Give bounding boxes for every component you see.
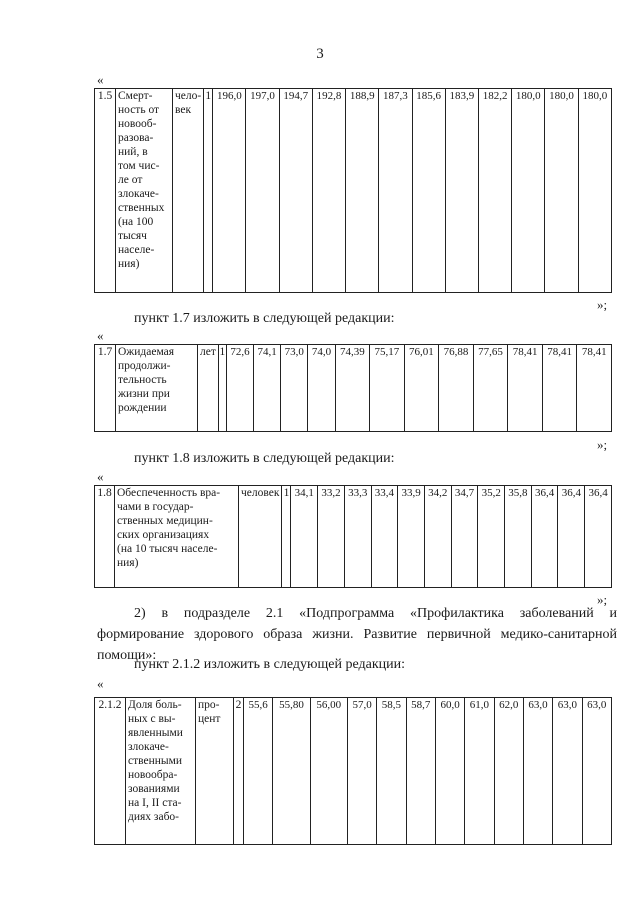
value-cell <box>412 89 445 293</box>
value-cell <box>512 89 545 293</box>
value: 196,0 <box>216 90 242 102</box>
value: 36,4 <box>588 487 608 499</box>
unit-cell <box>198 345 219 432</box>
value: 180,0 <box>515 90 541 102</box>
indicator-code: 2.1.2 <box>98 699 122 711</box>
value-cell <box>531 486 558 588</box>
value: 76,88 <box>443 346 469 358</box>
value: 36,4 <box>534 487 555 499</box>
value-cell <box>478 89 511 293</box>
value: 74,0 <box>311 346 332 358</box>
value: 192,8 <box>316 90 342 102</box>
indicator-name-line: чами в государ- <box>117 501 194 513</box>
opening-quote: « <box>97 469 104 484</box>
table-row <box>95 698 612 845</box>
value-cell <box>371 486 398 588</box>
unit-cell <box>239 486 282 588</box>
indicator-name-line: новооб- <box>118 118 157 130</box>
indicator-table-1-7 <box>94 344 612 432</box>
indicator-name-line: рождении <box>118 402 167 414</box>
value-cell <box>465 698 494 845</box>
value: 58,7 <box>411 699 431 711</box>
indicator-name-line: Доля боль- <box>128 699 182 711</box>
indicator-name-line: ственных <box>118 202 165 214</box>
indicator-name-line: ственными <box>128 755 183 767</box>
value-cell <box>578 89 611 293</box>
value: 63,0 <box>587 699 607 711</box>
value-cell <box>335 345 370 432</box>
value-cell <box>254 345 281 432</box>
indicator-name-line: диях забо- <box>128 811 179 823</box>
number-value: 1 <box>283 487 290 499</box>
value: 55,80 <box>279 699 304 711</box>
indicator-name-line: злокаче- <box>118 188 159 200</box>
value-cell <box>577 345 612 432</box>
number-cell <box>204 89 213 293</box>
opening-quote: « <box>97 72 104 87</box>
closing-quote: »; <box>597 297 608 312</box>
indicator-name-line: явленными <box>128 727 183 739</box>
value-cell <box>451 486 478 588</box>
value: 185,6 <box>416 90 442 102</box>
indicator-name-cell <box>116 345 198 432</box>
number-value: 2 <box>235 699 242 711</box>
value: 78,41 <box>581 346 607 358</box>
value-cell <box>404 345 439 432</box>
indicator-name-line: тысяч <box>118 230 147 242</box>
value-cell <box>213 89 246 293</box>
value: 188,9 <box>349 90 375 102</box>
number-value: 1 <box>219 346 226 358</box>
value: 63,0 <box>557 699 577 711</box>
indicator-name-line: населе- <box>118 244 155 256</box>
indicator-name-line: (на 100 <box>118 216 154 228</box>
indicator-name-line: (на 10 тысяч населе- <box>117 543 218 555</box>
value: 78,41 <box>512 346 538 358</box>
value: 33,3 <box>348 487 368 499</box>
indicator-code-cell <box>95 698 126 845</box>
value-cell <box>370 345 405 432</box>
value-cell <box>523 698 552 845</box>
unit-line: чело- <box>175 90 202 102</box>
value: 33,2 <box>321 487 341 499</box>
value: 76,01 <box>409 346 434 358</box>
number-value: 1 <box>205 90 212 102</box>
value-cell <box>473 345 508 432</box>
indicator-name-line: ле от <box>118 174 143 186</box>
value: 60,0 <box>440 699 460 711</box>
number-cell <box>282 486 291 588</box>
value: 35,8 <box>508 487 528 499</box>
indicator-table-1-8 <box>94 485 612 588</box>
unit-line: век <box>175 104 192 116</box>
value: 62,0 <box>499 699 519 711</box>
closing-quote: »; <box>597 437 608 452</box>
value-cell <box>273 698 310 845</box>
unit-line: лет <box>200 346 216 358</box>
value: 57,0 <box>352 699 372 711</box>
value-cell <box>344 486 371 588</box>
indicator-code-cell <box>95 89 116 293</box>
value-cell <box>508 345 543 432</box>
value-cell <box>346 89 379 293</box>
value-cell <box>435 698 464 845</box>
indicator-name-cell <box>115 486 239 588</box>
value: 74,39 <box>339 346 365 358</box>
number-cell <box>234 698 244 845</box>
indicator-table-1-5 <box>94 88 612 293</box>
value-cell <box>398 486 425 588</box>
value: 35,2 <box>481 487 501 499</box>
indicator-name-line: ственных медицин- <box>117 515 213 527</box>
opening-quote: « <box>97 676 104 691</box>
value: 182,2 <box>482 90 508 102</box>
value: 36,4 <box>561 487 581 499</box>
unit-cell <box>196 698 234 845</box>
value-cell <box>553 698 582 845</box>
value-cell <box>379 89 412 293</box>
value-cell <box>445 89 478 293</box>
value-cell <box>545 89 578 293</box>
indicator-code: 1.7 <box>97 346 113 358</box>
value: 73,0 <box>284 346 304 358</box>
value: 34,1 <box>294 487 314 499</box>
value: 33,9 <box>401 487 421 499</box>
value: 78,41 <box>547 346 572 358</box>
value: 77,65 <box>478 346 503 358</box>
indicator-name-line: ний, в <box>118 146 148 158</box>
indicator-name-line: жизни при <box>118 388 170 400</box>
value: 33,4 <box>374 487 395 499</box>
value-cell <box>505 486 532 588</box>
value-cell <box>406 698 435 845</box>
value-cell <box>558 486 585 588</box>
value-cell <box>226 345 253 432</box>
value: 63,0 <box>528 699 548 711</box>
value-cell <box>582 698 611 845</box>
number-cell <box>218 345 226 432</box>
value-cell <box>246 89 279 293</box>
indicator-name-line: продолжи- <box>118 360 171 372</box>
value-cell <box>310 698 347 845</box>
value: 194,7 <box>283 90 309 102</box>
value-cell <box>281 345 308 432</box>
indicator-name-line: зованиями <box>128 783 180 795</box>
paragraph-subsection-2-1: 2) в подразделе 2.1 «Подпрограмма «Профилактика заболеваний и формирование здорового образа жизни. Развитие первичной медико-санитарной помощи»: <box>97 606 617 663</box>
table-row <box>95 89 612 293</box>
indicator-name-line: новообра- <box>128 769 178 781</box>
value: 58,5 <box>381 699 402 711</box>
value: 183,9 <box>449 90 475 102</box>
indicator-name-line: ных с вы- <box>128 713 176 725</box>
indicator-name-line: том чис- <box>118 160 160 172</box>
indicator-name-line: ских организациях <box>117 529 210 541</box>
opening-quote: « <box>97 328 104 343</box>
indicator-name-line: ния) <box>118 258 140 270</box>
instruction-item-1-8: пункт 1.8 изложить в следующей редакции: <box>134 451 395 466</box>
value: 75,17 <box>374 346 400 358</box>
unit-line: про- <box>198 699 220 711</box>
indicator-name-line: тельность <box>118 374 167 386</box>
value: 34,7 <box>454 487 475 499</box>
value-cell <box>347 698 376 845</box>
instruction-item-1-7: пункт 1.7 изложить в следующей редакции: <box>134 311 395 326</box>
value-cell <box>291 486 318 588</box>
instruction-item-2-1-2: пункт 2.1.2 изложить в следующей редакции: <box>134 657 405 672</box>
indicator-name-line: ность от <box>118 104 160 116</box>
closing-quote: »; <box>597 592 608 607</box>
value: 56,00 <box>316 699 342 711</box>
indicator-name-line: на I, II ста- <box>128 797 182 809</box>
unit-cell <box>173 89 204 293</box>
indicator-name-cell <box>126 698 196 845</box>
table-row <box>95 486 612 588</box>
value-cell <box>318 486 345 588</box>
indicator-name-line: Обеспеченность вра- <box>117 487 221 499</box>
value-cell <box>312 89 345 293</box>
value: 187,3 <box>383 90 408 102</box>
value: 197,0 <box>250 90 275 102</box>
value: 34,2 <box>428 487 448 499</box>
value-cell <box>478 486 505 588</box>
value: 180,0 <box>549 90 574 102</box>
value-cell <box>424 486 451 588</box>
indicator-code-cell <box>95 486 115 588</box>
value: 72,6 <box>230 346 250 358</box>
value-cell <box>308 345 335 432</box>
indicator-code-cell <box>95 345 116 432</box>
value: 74,1 <box>257 346 277 358</box>
indicator-table-2-1-2 <box>94 697 612 845</box>
unit-line: человек <box>241 487 280 499</box>
unit-line: цент <box>198 713 221 725</box>
value: 180,0 <box>582 90 608 102</box>
value-cell <box>494 698 523 845</box>
indicator-name-line: ния) <box>117 557 139 569</box>
value-cell <box>439 345 474 432</box>
value-cell <box>244 698 273 845</box>
value-cell <box>377 698 406 845</box>
indicator-name-line: злокаче- <box>128 741 169 753</box>
value-cell <box>279 89 312 293</box>
value-cell <box>542 345 577 432</box>
table-row <box>95 345 612 432</box>
indicator-name-line: разова- <box>118 132 154 144</box>
indicator-name-cell <box>116 89 173 293</box>
indicator-name-line: Смерт- <box>118 90 153 102</box>
value-cell <box>585 486 612 588</box>
value: 55,6 <box>248 699 268 711</box>
indicator-name-line: Ожидаемая <box>118 346 175 358</box>
indicator-code: 1.5 <box>97 90 113 102</box>
value: 61,0 <box>469 699 490 711</box>
indicator-code: 1.8 <box>97 487 112 499</box>
page-number: 3 <box>316 46 324 62</box>
